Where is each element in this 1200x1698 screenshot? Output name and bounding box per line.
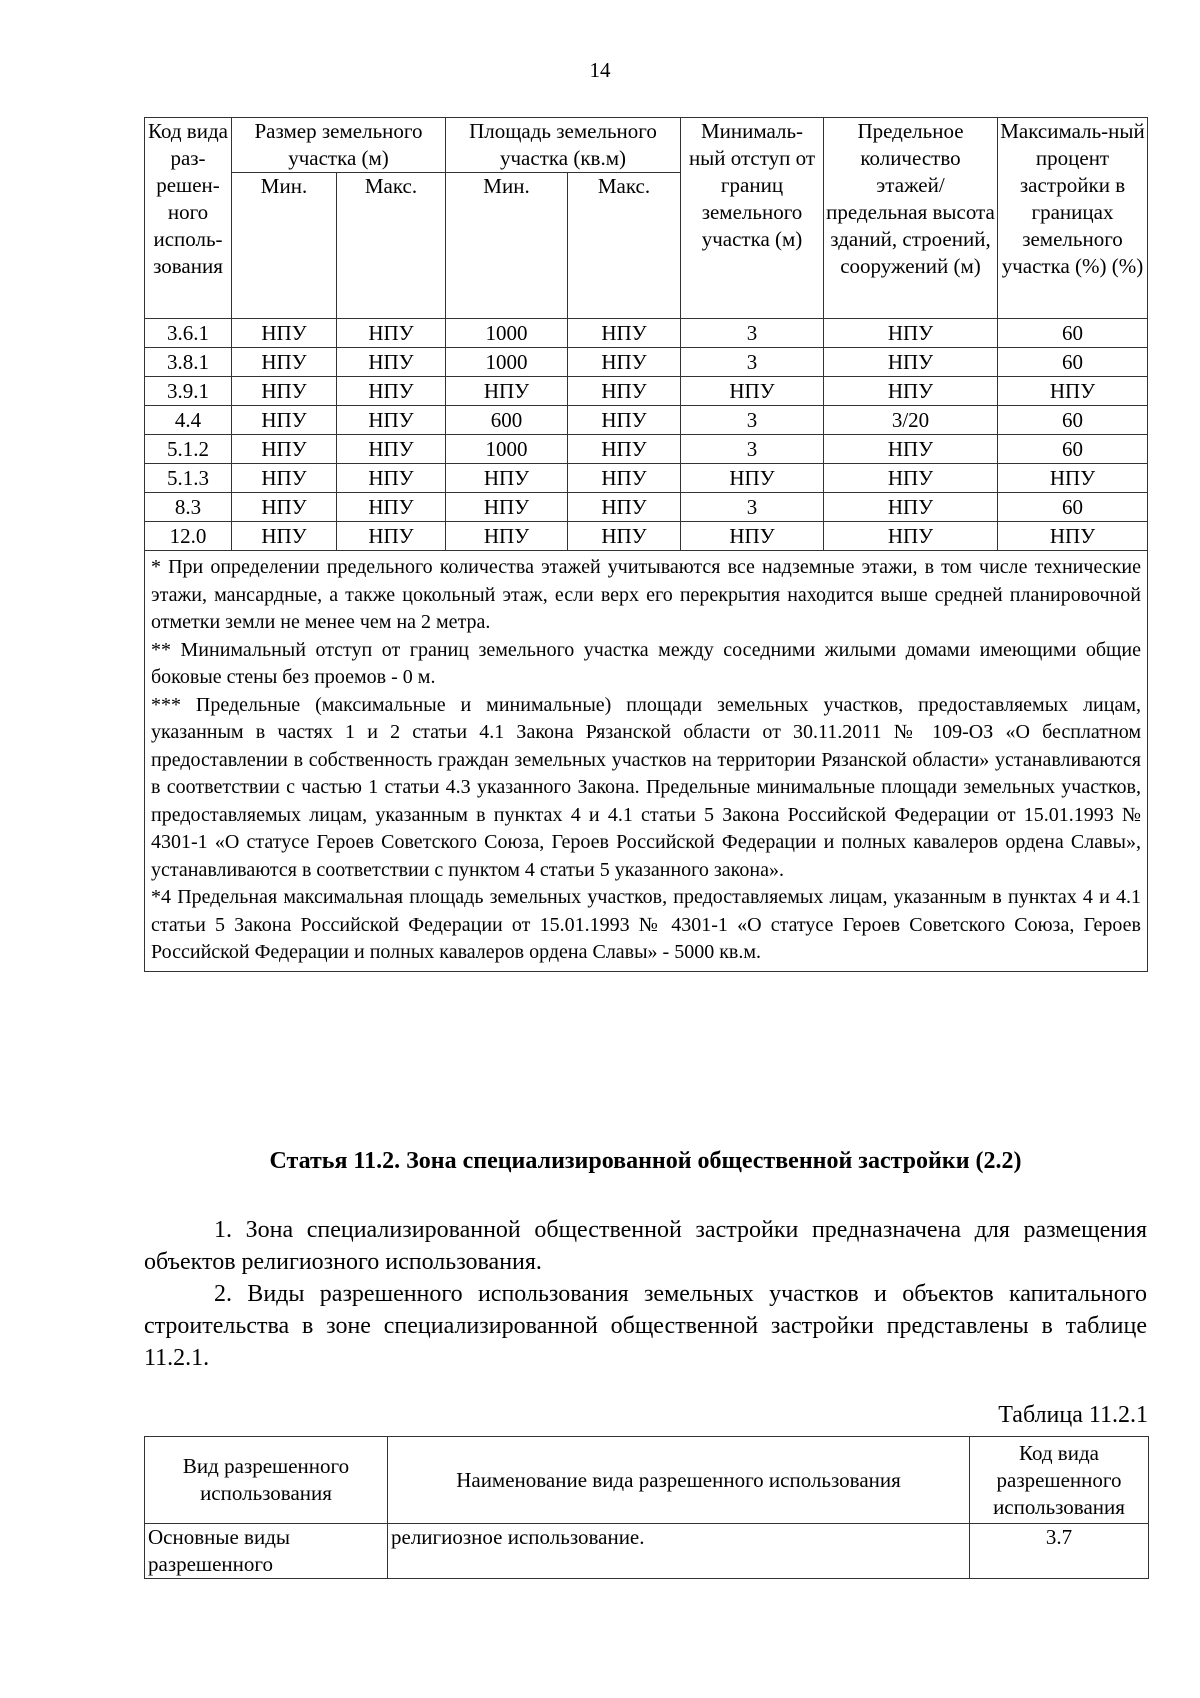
cell: НПУ (824, 348, 998, 377)
cell: 1000 (446, 348, 568, 377)
cell: НПУ (568, 348, 681, 377)
note-1: * При определении предельного количества этажей учитываются все надземные этажи, в том числе технические этажи, мансардные, а также цокольный этаж, если верх его перекрытия находится выше средней планировочной отметки земли не менее чем на 2 метра. (151, 556, 1141, 633)
cell: НПУ (337, 493, 446, 522)
cell: НПУ (337, 522, 446, 551)
article-paragraph-1: 1. Зона специализированной общественной застройки предназначена для размещения объектов религиозного использования. (144, 1217, 1147, 1275)
cell: 3/20 (824, 406, 998, 435)
note-3: *** Предельные (максимальные и минимальные) площади земельных участков, предоставляемых лицам, указанным в частях 1 и 2 статьи 4.1 Закона Рязанской области от 30.11.2011 № 109-ОЗ «О бесплатном предоставлении в собственность граждан земельных участков на территории Рязанской области» устанавливаются в соответствии с частью 1 статьи 4.3 указанного Закона. Предельные минимальные площади земельных участков, предоставляемых лицам, указанным в пунктах 4 и 4.1 статьи 5 Закона Российской Федерации от 15.01.1993 № 4301-1 «О статусе Героев Советского Союза, Героев Российской Федерации и полных кавалеров ордена Славы», устанавливаются в соответствии с пунктом 4 статьи 5 указанного закона». (151, 693, 1141, 881)
cell: НПУ (568, 435, 681, 464)
cell: НПУ (824, 435, 998, 464)
cell: НПУ (337, 377, 446, 406)
cell: НПУ (232, 435, 337, 464)
table-row (145, 348, 1148, 377)
cell: НПУ (824, 377, 998, 406)
cell: НПУ (568, 493, 681, 522)
header-use-code: Код вида разрешенного использования (970, 1437, 1149, 1524)
cell: 1000 (446, 435, 568, 464)
cell-code: 5.1.3 (145, 464, 232, 493)
cell: НПУ (998, 377, 1148, 406)
table-row (145, 435, 1148, 464)
note-4: *4 Предельная максимальная площадь земельных участков, предоставляемых лицам, указанным в пунктах 4 и 4.1 статьи 5 Закона Российской Федерации от 15.01.1993 № 4301-1 «О статусе Героев Советского Союза, Героев Российской Федерации и полных кавалеров ордена Славы» - 5000 кв.м. (151, 886, 1141, 963)
cell: НПУ (337, 348, 446, 377)
cell-use-code: 3.7 (970, 1524, 1149, 1579)
header-use-type: Вид разрешенного использования (145, 1437, 388, 1524)
cell-code: 3.9.1 (145, 377, 232, 406)
cell: НПУ (824, 522, 998, 551)
cell-use-type: Основные виды разрешенного (145, 1524, 388, 1579)
table-notes (145, 551, 1148, 972)
cell-code: 3.8.1 (145, 348, 232, 377)
table-row (145, 406, 1148, 435)
table-row (145, 522, 1148, 551)
cell: 3 (681, 435, 824, 464)
notes-row (145, 551, 1148, 972)
article-heading: Статья 11.2. Зона специализированной общественной застройки (2.2) (269, 1148, 1022, 1174)
table-row (145, 464, 1148, 493)
cell: НПУ (568, 319, 681, 348)
cell: НПУ (232, 319, 337, 348)
land-parameters-table (144, 117, 1148, 972)
header-area-min: Мин. (446, 173, 568, 319)
cell: 60 (998, 319, 1148, 348)
cell: НПУ (568, 377, 681, 406)
cell: НПУ (337, 406, 446, 435)
table-row (145, 1524, 1149, 1579)
header-setback: Минималь-ный отступ от границ земельного участка (м) (681, 118, 824, 319)
permitted-use-table (144, 1436, 1149, 1579)
cell: НПУ (824, 319, 998, 348)
cell: НПУ (446, 522, 568, 551)
cell-code: 4.4 (145, 406, 232, 435)
cell-code: 3.6.1 (145, 319, 232, 348)
cell: НПУ (232, 377, 337, 406)
cell: 60 (998, 493, 1148, 522)
table-row (145, 493, 1148, 522)
table-row (145, 377, 1148, 406)
header-size-max: Макс. (337, 173, 446, 319)
page-number: 14 (589, 58, 611, 82)
cell: НПУ (337, 319, 446, 348)
cell: 60 (998, 406, 1148, 435)
cell: НПУ (337, 464, 446, 493)
cell-code: 5.1.2 (145, 435, 232, 464)
cell: НПУ (568, 522, 681, 551)
cell-use-name: религиозное использование. (388, 1524, 970, 1579)
cell: 60 (998, 348, 1148, 377)
header-code: Код вида раз-решен-ного исполь-зования (145, 118, 232, 319)
header-size-min: Мин. (232, 173, 337, 319)
cell: 3 (681, 348, 824, 377)
cell: НПУ (232, 464, 337, 493)
header-use-name: Наименование вида разрешенного использования (388, 1437, 970, 1524)
header-area-max: Макс. (568, 173, 681, 319)
header-area-group: Площадь земельного участка (кв.м) (446, 118, 681, 173)
header-floors: Предельное количество этажей/ предельная высота зданий, строений, сооружений (м) (824, 118, 998, 319)
cell: НПУ (998, 464, 1148, 493)
cell: НПУ (232, 493, 337, 522)
cell: 3 (681, 319, 824, 348)
table-row (145, 319, 1148, 348)
header-size-group: Размер земельного участка (м) (232, 118, 446, 173)
cell: НПУ (824, 464, 998, 493)
cell-code: 8.3 (145, 493, 232, 522)
cell: НПУ (446, 377, 568, 406)
cell: НПУ (446, 464, 568, 493)
cell: НПУ (446, 493, 568, 522)
cell: 3 (681, 406, 824, 435)
article-paragraph-2: 2. Виды разрешенного использования земельных участков и объектов капитального строительства в зоне специализированной общественной застройки представлены в таблице 11.2.1. (144, 1281, 1147, 1371)
header-coverage: Максималь-ный процент застройки в границах земельного участка (%) (%) (998, 118, 1148, 319)
cell: НПУ (681, 377, 824, 406)
cell-code: 12.0 (145, 522, 232, 551)
cell: НПУ (568, 406, 681, 435)
cell: НПУ (337, 435, 446, 464)
cell: НПУ (568, 464, 681, 493)
cell: НПУ (232, 522, 337, 551)
table-caption: Таблица 11.2.1 (998, 1402, 1148, 1428)
cell: 600 (446, 406, 568, 435)
cell: НПУ (232, 348, 337, 377)
note-2: ** Минимальный отступ от границ земельного участка между соседними жилыми домами имеющими общие боковые стены без проемов - 0 м. (151, 638, 1141, 688)
cell: НПУ (681, 522, 824, 551)
cell: 60 (998, 435, 1148, 464)
cell: 1000 (446, 319, 568, 348)
cell: НПУ (232, 406, 337, 435)
cell: НПУ (681, 464, 824, 493)
cell: НПУ (824, 493, 998, 522)
cell: 3 (681, 493, 824, 522)
cell: НПУ (998, 522, 1148, 551)
